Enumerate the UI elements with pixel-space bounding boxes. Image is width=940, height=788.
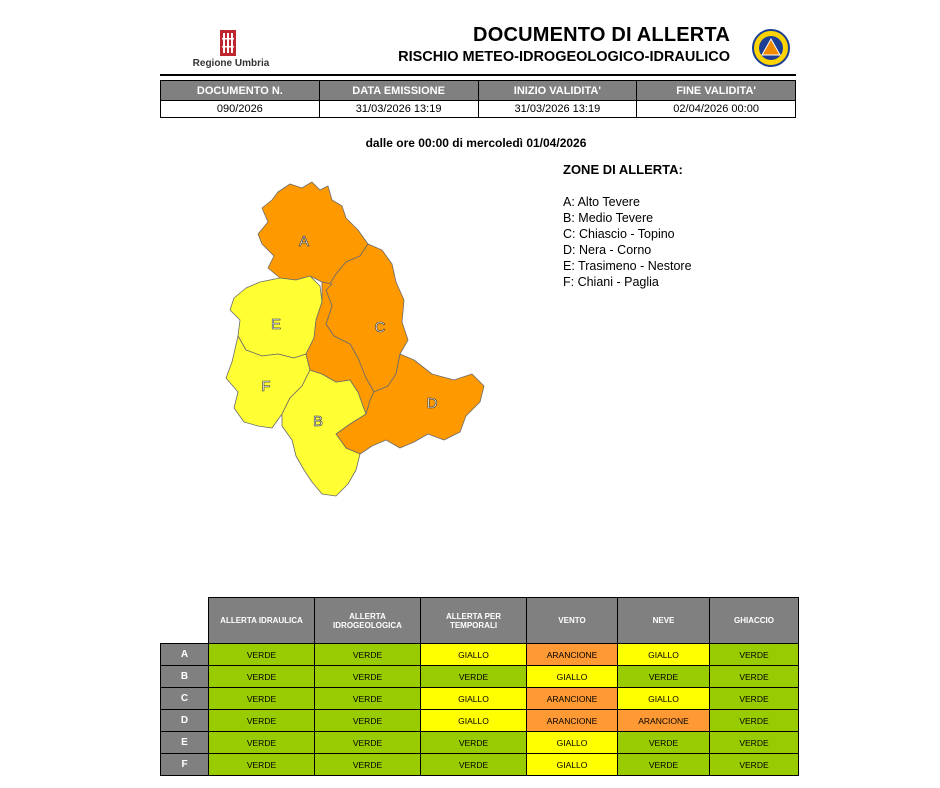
document-info-header-row (161, 81, 796, 101)
validity-start-header: INIZIO VALIDITA' (478, 81, 637, 101)
header-divider (160, 74, 796, 76)
table-row (161, 754, 799, 776)
alert-level-cell: VERDE (421, 666, 527, 688)
alert-level-cell: GIALLO (421, 710, 527, 732)
validity-end-header: FINE VALIDITA' (637, 81, 796, 101)
alert-level-cell: ARANCIONE (527, 644, 618, 666)
col-header-vento: VENTO (527, 598, 618, 644)
alert-level-cell: ARANCIONE (527, 710, 618, 732)
col-header-temporali: ALLERTA PER TEMPORALI (421, 598, 527, 644)
alert-level-cell: GIALLO (421, 644, 527, 666)
document-info-value-row (161, 101, 796, 118)
table-row (161, 732, 799, 754)
table-row (161, 688, 799, 710)
zone-item-a: A: Alto Tevere (563, 195, 640, 209)
issue-date-value: 31/03/2026 13:19 (319, 101, 478, 118)
alert-zone-cell: C (161, 688, 209, 710)
zone-item-b: B: Medio Tevere (563, 211, 654, 225)
alert-level-cell: VERDE (209, 732, 315, 754)
map-label-c: C (374, 319, 386, 336)
map-label-d: D (426, 395, 438, 412)
alert-level-cell: VERDE (710, 666, 799, 688)
col-header-ghiaccio: GHIACCIO (710, 598, 799, 644)
alert-level-cell: VERDE (710, 644, 799, 666)
validity-start-value: 31/03/2026 13:19 (478, 101, 637, 118)
alert-level-cell: GIALLO (527, 666, 618, 688)
zones-list (563, 194, 692, 290)
alert-zone-cell: B (161, 666, 209, 688)
regione-umbria-logo (186, 30, 276, 72)
document-subtitle: RISCHIO METEO-IDROGEOLOGICO-IDRAULICO (398, 49, 730, 65)
validity-period-text: dalle ore 00:00 di mercoledì 01/04/2026 (365, 136, 587, 150)
alert-level-cell: ARANCIONE (618, 710, 710, 732)
table-row (161, 644, 799, 666)
alert-level-cell: VERDE (315, 754, 421, 776)
alert-level-cell: GIALLO (618, 644, 710, 666)
zone-item-f: F: Chiani - Paglia (563, 275, 659, 289)
alert-level-cell: GIALLO (527, 732, 618, 754)
map-label-b: B (312, 413, 324, 430)
alert-level-cell: VERDE (421, 754, 527, 776)
alert-level-cell: VERDE (209, 754, 315, 776)
document-title: DOCUMENTO DI ALLERTA (473, 24, 730, 46)
alert-level-cell: VERDE (209, 688, 315, 710)
alert-level-cell: VERDE (315, 644, 421, 666)
alert-level-cell: VERDE (710, 688, 799, 710)
alert-level-cell: VERDE (209, 666, 315, 688)
zone-item-d: D: Nera - Corno (563, 243, 652, 257)
alert-zone-cell: E (161, 732, 209, 754)
alert-table-header-row (161, 598, 799, 644)
table-row (161, 666, 799, 688)
doc-number-value: 090/2026 (161, 101, 320, 118)
col-header-idrogeologica: ALLERTA IDROGEOLOGICA (315, 598, 421, 644)
alert-level-cell: VERDE (710, 754, 799, 776)
doc-number-header: DOCUMENTO N. (161, 81, 320, 101)
zone-item-e: E: Trasimeno - Nestore (563, 259, 692, 273)
alert-level-cell: VERDE (710, 710, 799, 732)
umbria-alert-map (210, 178, 500, 508)
alert-level-cell: GIALLO (618, 688, 710, 710)
alert-level-cell: VERDE (618, 732, 710, 754)
alert-table-body (161, 644, 799, 776)
alert-zone-cell: F (161, 754, 209, 776)
alert-level-cell: VERDE (315, 710, 421, 732)
alert-level-cell: VERDE (315, 732, 421, 754)
alert-zone-cell: D (161, 710, 209, 732)
org-name: Regione Umbria (192, 58, 270, 69)
alert-level-cell: VERDE (421, 732, 527, 754)
map-label-a: A (298, 233, 310, 250)
alert-level-cell: VERDE (618, 666, 710, 688)
document-info-table (160, 80, 796, 118)
col-header-neve: NEVE (618, 598, 710, 644)
zone-item-c: C: Chiascio - Topino (563, 227, 675, 241)
alert-level-cell: VERDE (618, 754, 710, 776)
issue-date-header: DATA EMISSIONE (319, 81, 478, 101)
alert-level-cell: GIALLO (527, 754, 618, 776)
alert-level-cell: VERDE (315, 688, 421, 710)
col-header-idraulica: ALLERTA IDRAULICA (209, 598, 315, 644)
alert-level-cell: VERDE (315, 666, 421, 688)
table-row (161, 710, 799, 732)
umbria-emblem-icon (220, 30, 236, 56)
zones-title: ZONE DI ALLERTA: (563, 162, 683, 177)
alert-zone-cell: A (161, 644, 209, 666)
alert-level-cell: VERDE (710, 732, 799, 754)
map-label-e: E (270, 316, 282, 333)
alert-level-cell: GIALLO (421, 688, 527, 710)
alert-level-cell: VERDE (209, 710, 315, 732)
map-label-f: F (261, 378, 271, 395)
alert-level-cell: ARANCIONE (527, 688, 618, 710)
protezione-civile-logo-icon (752, 29, 790, 67)
alert-levels-table (160, 597, 799, 776)
alert-table-corner (161, 598, 209, 644)
validity-end-value: 02/04/2026 00:00 (637, 101, 796, 118)
alert-level-cell: VERDE (209, 644, 315, 666)
